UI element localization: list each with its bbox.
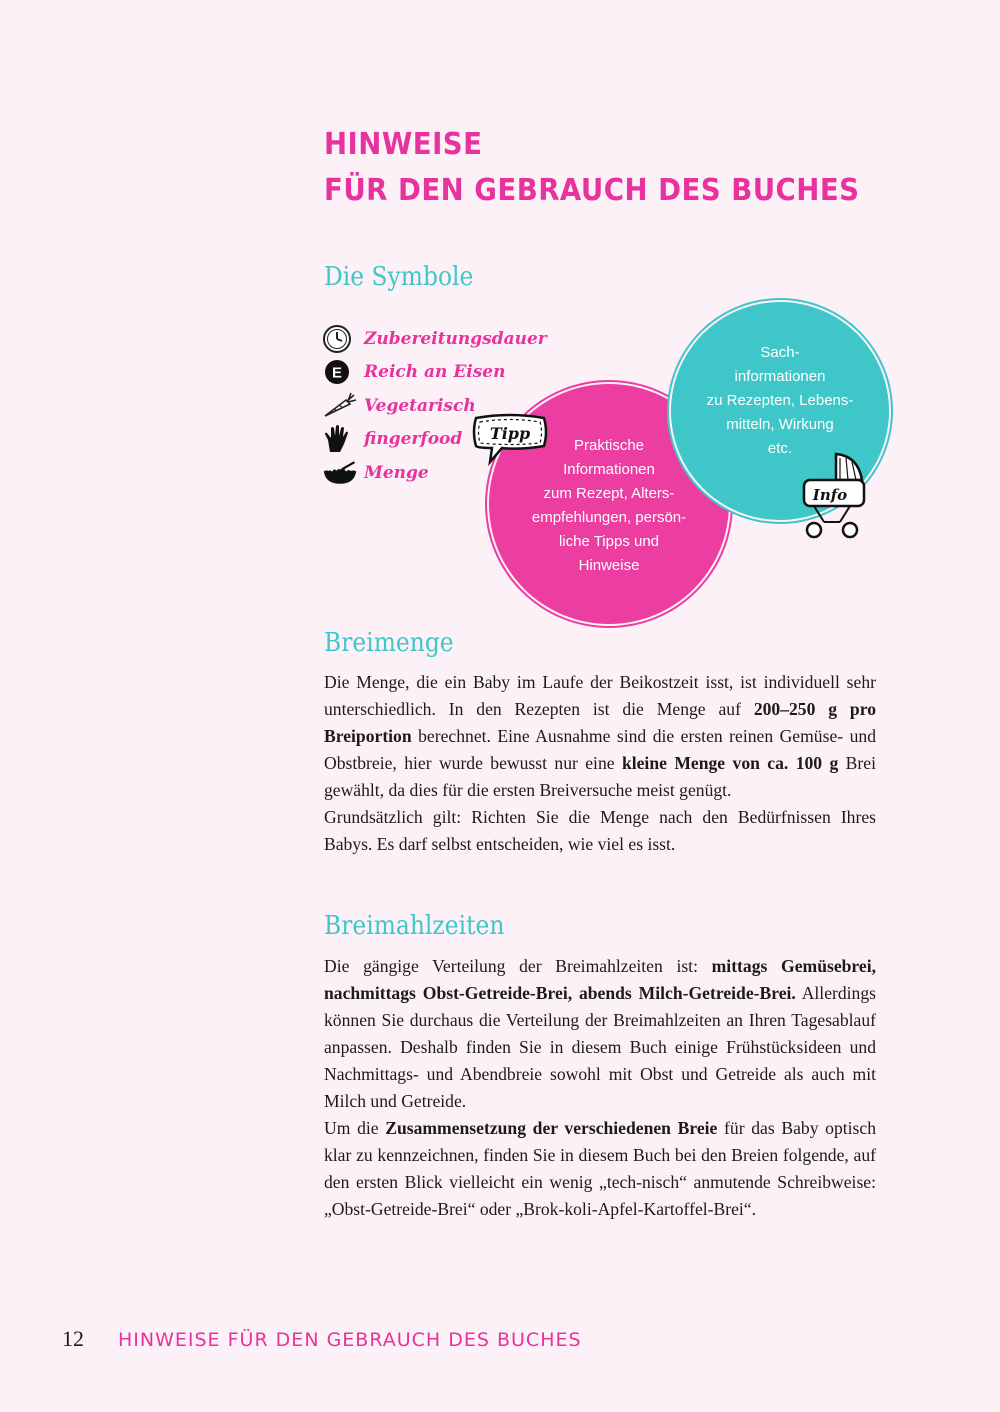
info-badge <box>800 450 870 547</box>
svg-text:E: E <box>331 364 343 382</box>
iron-e-icon <box>322 357 358 387</box>
clock-icon <box>322 324 358 354</box>
breimahlzeiten-paragraph-2: Um die Zusammensetzung der verschiedenen Breie für das Baby optisch klar zu kennzeichnen, finden Sie in diesem Buch bei den Breien folgende, auf den ersten Blick vielleicht ein wenig „tech-nisch“ anmutende Schreibweise: „Obst-Getreide-Brei“ oder „Brok-koli-Apfel-Kartoffel-Brei“. <box>324 1118 876 1219</box>
symbol-label: Reich an Eisen <box>364 362 506 383</box>
page-title-line1: HINWEISE <box>324 127 483 162</box>
breimahlzeiten-paragraph-1: Die gängige Verteilung der Breimahlzeiten ist: mittags Gemüsebrei, nachmittags Obst-Getreide-Brei, abends Milch-Getreide-Brei. Allerdings können Sie durchaus die Verteilung der Breimahlzeiten an Ihren Tagesablauf anpassen. Deshalb finden Sie in diesem Buch einige Frühstücksideen und Nachmittags- und Abendbreie sowohl mit Obst und Getreide als auch mit Milch und Getreide. <box>324 956 877 1111</box>
info-badge-label: Info <box>812 486 848 504</box>
symbol-label: Vegetarisch <box>364 395 476 416</box>
breimenge-paragraph-2: Grundsätzlich gilt: Richten Sie die Menge nach den Bedürfnissen Ihres Babys. Es darf selbst entscheiden, wie viel es isst. <box>324 807 876 854</box>
carrot-icon <box>322 391 358 421</box>
bowl-icon <box>322 458 358 488</box>
symbol-item <box>322 356 547 390</box>
symbol-label: Zubereitungsdauer <box>364 328 547 349</box>
symbols-heading: Die Symbole <box>324 262 474 292</box>
page-number: 12 <box>62 1326 84 1351</box>
page-footer <box>62 1326 582 1352</box>
info-description: Sach- informationen zu Rezepten, Lebens- mitteln, Wirkung etc. <box>706 344 854 457</box>
tipp-description: Praktische Informationen zum Rezept, Alters- empfehlungen, persön- liche Tipps und Hinweise <box>531 437 687 574</box>
symbol-label: fingerfood <box>364 429 463 450</box>
page-title <box>324 122 859 214</box>
tipp-badge <box>470 412 550 473</box>
symbol-item <box>322 322 547 356</box>
breimenge-paragraph-1: Die Menge, die ein Baby im Laufe der Beikostzeit isst, ist individuell sehr unterschiedlich. In den Rezepten ist die Menge auf 200–250 g pro Breiportion berechnet. Eine Ausnahme sind die ersten reinen Gemüse- und Obstbreie, hier wurde bewusst nur eine kleine Menge von ca. 100 g Brei gewählt, da dies für die ersten Breiversuche meist genügt. <box>324 672 877 800</box>
hand-icon <box>322 424 358 454</box>
breimahlzeiten-text <box>324 953 876 1223</box>
page-title-line2: FÜR DEN GEBRAUCH DES BUCHES <box>324 173 860 208</box>
tipp-badge-label: Tipp <box>489 424 531 443</box>
symbol-label: Menge <box>364 462 429 483</box>
breimenge-heading: Breimenge <box>324 628 454 658</box>
breimahlzeiten-heading: Breimahlzeiten <box>324 911 505 941</box>
running-title: HINWEISE FÜR DEN GEBRAUCH DES BUCHES <box>118 1329 582 1351</box>
breimenge-text <box>324 669 876 858</box>
